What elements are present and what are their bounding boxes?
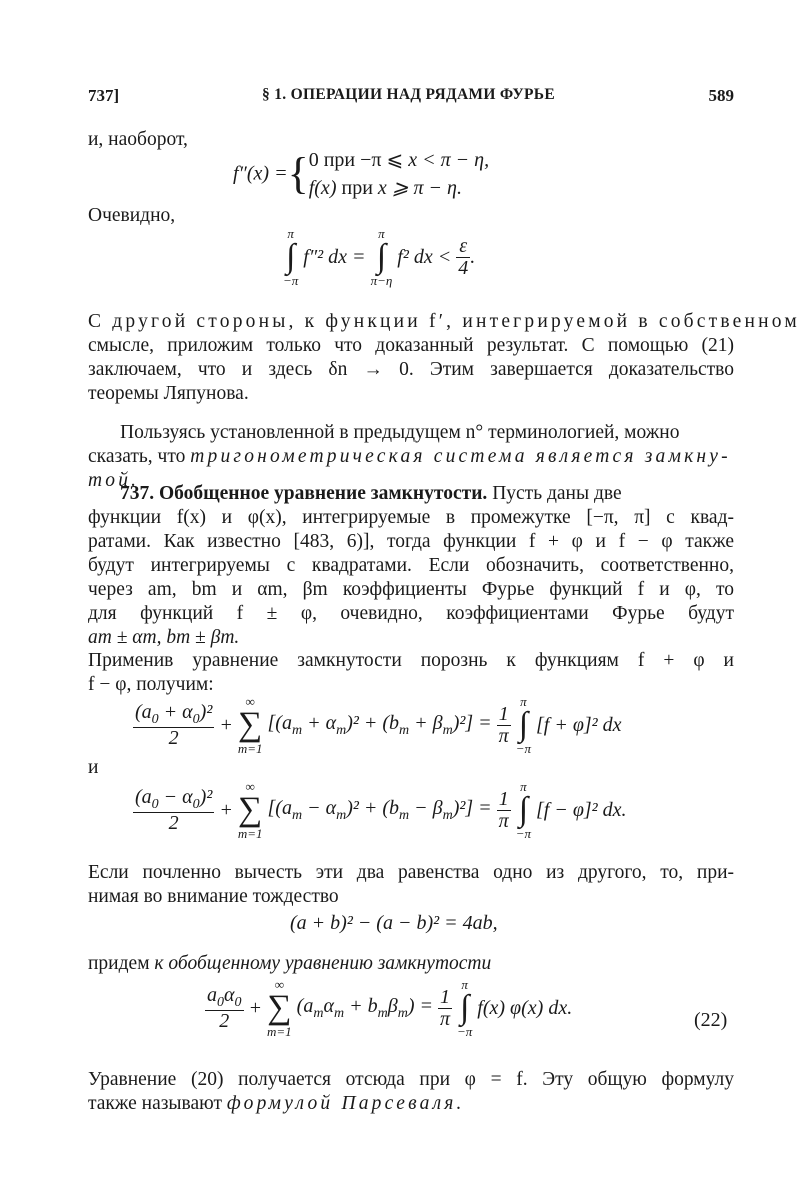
paragraph2-line-3: той. (88, 470, 140, 491)
formula-integral-inequality: π ∫ −π f″² dx = π ∫ π−η f² dx < $\frac{\varepsilon}{4}$ . (283, 226, 476, 288)
final-line-1: Уравнение (20) получается отсюда при φ = f. Эту общую формулу (88, 1069, 734, 1090)
arrive-line-b: к обобщенному уравнению замкнутости (154, 953, 492, 974)
section-line-1-rest: Пусть даны две (492, 483, 622, 504)
paragraph2-line-1: Пользуясь установленной в предыдущем n° терминологией, можно (120, 422, 680, 443)
section-line-6: для функций f ± φ, очевидно, коэффициентами Фурье будут (88, 603, 734, 624)
paragraph2-line-2 (88, 445, 731, 469)
section-line-5: через am, bm и αm, βm коэффициенты Фурье функций f и φ, то (88, 579, 734, 600)
formula-sum-plus: $\frac{(a_0 + \alpha_0)^2}{2}$ + ∞ ∑ m=1 $[(a_m + \alpha_m)^2 + (b_m + \beta_m)^2]$ = $\frac{1}{\pi}$ π ∫ −π [f + φ]² dx (135, 694, 622, 756)
equation-number: (22) (694, 1009, 728, 1031)
page-number: 589 (708, 86, 734, 105)
paragraph2-line-2b: тригонометрическая система является замкну- (190, 446, 731, 467)
formula-sum-minus: $\frac{(a_0 - \alpha_0)^2}{2}$ + ∞ ∑ m=1 $[(a_m - \alpha_m)^2 + (b_m - \beta_m)^2]$ = $\frac{1}{\pi}$ π ∫ −π [f − φ]² dx. (135, 779, 627, 841)
formula-generalized-closure: $\frac{a_0\alpha_0}{2}$ + ∞ ∑ m=1 $(a_m\alpha_m + b_m\beta_m)$ = $\frac{1}{\pi}$ π ∫ −π f(x) φ(x) dx. (207, 977, 573, 1039)
section-number: 737. (120, 483, 155, 504)
section-line-4: будут интегрируемы с квадратами. Если обозначить, соответственно, (88, 555, 734, 576)
text-intro: и, наоборот, (88, 129, 188, 150)
apply-line-2: f − φ, получим: (88, 674, 214, 695)
apply-line-1: Применив уравнение замкнутости порознь к функциям f + φ и (88, 650, 734, 671)
arrive-line-a: придем (88, 953, 150, 974)
section-line-3: ратами. Как известно [483, 6)], тогда функции f + φ и f − φ также (88, 531, 734, 552)
formula-f-double-prime: f″(x) ={0 при −π ⩽ x < π − η, f(x) при x ⩾ π − η. (233, 149, 490, 199)
arrive-line (88, 952, 491, 976)
section-line-7: am ± αm, bm ± βm. (88, 627, 240, 648)
section-line-2: функции f(x) и φ(x), интегрируемые в промежутке [−π, π] с квад- (88, 507, 734, 528)
paragraph2-line-2a: сказать, что (88, 446, 186, 467)
section-737-line-1 (120, 482, 622, 506)
text-obviously: Очевидно, (88, 205, 176, 226)
paragraph-line-1: С другой стороны, к функции f′, интегрируемой в собственном (88, 311, 800, 332)
paragraph-line-4: теоремы Ляпунова. (88, 383, 249, 404)
subtract-line-1: Если почленно вычесть эти два равенства одно из другого, то, при- (88, 862, 734, 883)
running-head-section: 737] (88, 86, 120, 105)
paragraph-line-2: смысле, приложим только что доказанный результат. С помощью (21) (88, 335, 734, 356)
running-head-title: § 1. ОПЕРАЦИИ НАД РЯДАМИ ФУРЬЕ (262, 86, 555, 103)
final-line-2a: также называют (88, 1093, 222, 1114)
subtract-line-2: нимая во внимание тождество (88, 886, 339, 907)
formula-identity: (a + b)² − (a − b)² = 4ab, (290, 912, 498, 934)
final-line-2b: формулой Парсеваля. (226, 1093, 465, 1114)
text-and: и (88, 757, 99, 778)
final-line-2 (88, 1092, 465, 1116)
paragraph-line-3: заключаем, что и здесь δn → 0. Этим завершается доказательство (88, 359, 734, 380)
section-title: Обобщенное уравнение замкнутости. (159, 483, 488, 504)
